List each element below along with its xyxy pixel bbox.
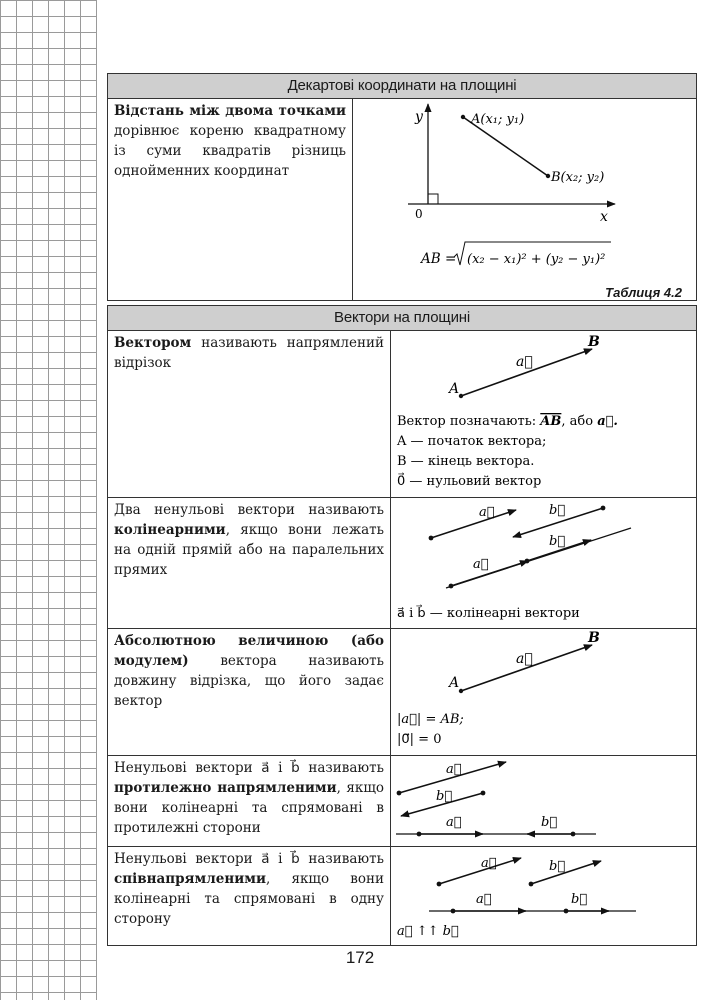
page-number: 172 — [345, 948, 375, 967]
magnitude-definition: Абсолютною величиною (або модулем) вектора називають довжину відрізка, що його задає вектор — [114, 633, 384, 709]
svg-text:a⃗: a⃗ — [446, 815, 462, 830]
collinear-definition: Два ненульові вектори називають колінеарними, якщо вони лежать на одній прямій або на паралельних прямих — [114, 502, 384, 578]
zero-vector-note: 0⃗ — нульовий вектор — [397, 474, 542, 489]
graph-paper-margin — [0, 0, 96, 1000]
y-axis-label: y — [415, 109, 423, 125]
point-a — [461, 115, 465, 119]
svg-text:a⃗: a⃗ — [516, 651, 533, 667]
opposite-definition: Ненульові вектори a⃗ і b⃗ називають протилежно напрямленими, якщо вони колінеарні та спрямовані в протилежні сторони — [114, 760, 385, 836]
svg-text:A: A — [449, 675, 460, 691]
collinear-diagram — [391, 498, 696, 624]
svg-text:a⃗: a⃗ — [479, 505, 495, 520]
formula-radicand: (x₂ − x₁)² + (y₂ − y₁)² — [467, 252, 606, 267]
notation-note: Вектор позначають: AB, або a⃗. — [397, 414, 618, 429]
svg-text:B: B — [588, 630, 600, 646]
svg-text:a⃗: a⃗ — [481, 856, 497, 871]
magnitude-diagram — [391, 629, 696, 751]
svg-text:a⃗: a⃗ — [446, 762, 462, 777]
vector-start-point — [459, 394, 463, 398]
svg-text:a⃗: a⃗ — [473, 557, 489, 572]
start-note: A — початок вектора; — [397, 434, 547, 449]
point-b — [546, 174, 550, 178]
vector-definition: Вектором називають напрямлений відрізок — [114, 335, 384, 371]
start-label: A — [449, 381, 460, 397]
cartesian-table — [107, 73, 697, 301]
margin-line — [96, 0, 97, 1000]
table-caption: Таблиця 4.2 — [605, 285, 682, 300]
svg-text:b⃗: b⃗ — [541, 815, 558, 830]
svg-text:b⃗: b⃗ — [549, 534, 566, 549]
distance-diagram — [353, 99, 696, 296]
distance-definition: Відстань між двома точками дорівнює кореню квадратному із суми квадратів різниць однойменних координат — [114, 103, 346, 179]
end-note: B — кінець вектора. — [397, 454, 535, 469]
vectors-table-header: Вектори на площині — [108, 306, 697, 331]
codirectional-definition: Ненульові вектори a⃗ і b⃗ називають співнапрямленими, якщо вони колінеарні та спрямовані в одну сторону — [114, 851, 384, 927]
magnitude-note: |a⃗| = AB; — [397, 712, 464, 727]
svg-text:b⃗: b⃗ — [571, 892, 588, 907]
vector-a-label: a⃗ — [516, 354, 533, 370]
collinear-note: a⃗ і b⃗ — колінеарні вектори — [397, 606, 580, 621]
codirectional-diagram — [391, 847, 696, 941]
collinear-vector-a — [431, 510, 516, 538]
end-label: B — [588, 334, 600, 350]
zero-magnitude-note: |0⃗| = 0 — [397, 732, 442, 747]
x-axis-label: x — [600, 209, 608, 225]
point-b-label: B(x₂; y₂) — [551, 170, 605, 185]
codirectional-note: a⃗ ↑↑ b⃗ — [397, 924, 459, 939]
right-angle-mark — [428, 194, 438, 204]
point-a-label: A(x₁; y₁) — [471, 112, 525, 127]
svg-text:b⃗: b⃗ — [436, 789, 453, 804]
svg-text:b⃗: b⃗ — [549, 859, 566, 874]
opposite-diagram — [391, 756, 696, 842]
formula-lhs: AB = — [421, 251, 457, 267]
svg-text:b⃗: b⃗ — [549, 503, 566, 518]
cartesian-table-header: Декартові координати на площині — [108, 74, 697, 99]
vectors-table — [107, 305, 697, 946]
vector-diagram — [391, 331, 696, 493]
origin-label: 0 — [415, 207, 423, 221]
collinear-vector-a2 — [451, 561, 528, 586]
svg-text:a⃗: a⃗ — [476, 892, 492, 907]
